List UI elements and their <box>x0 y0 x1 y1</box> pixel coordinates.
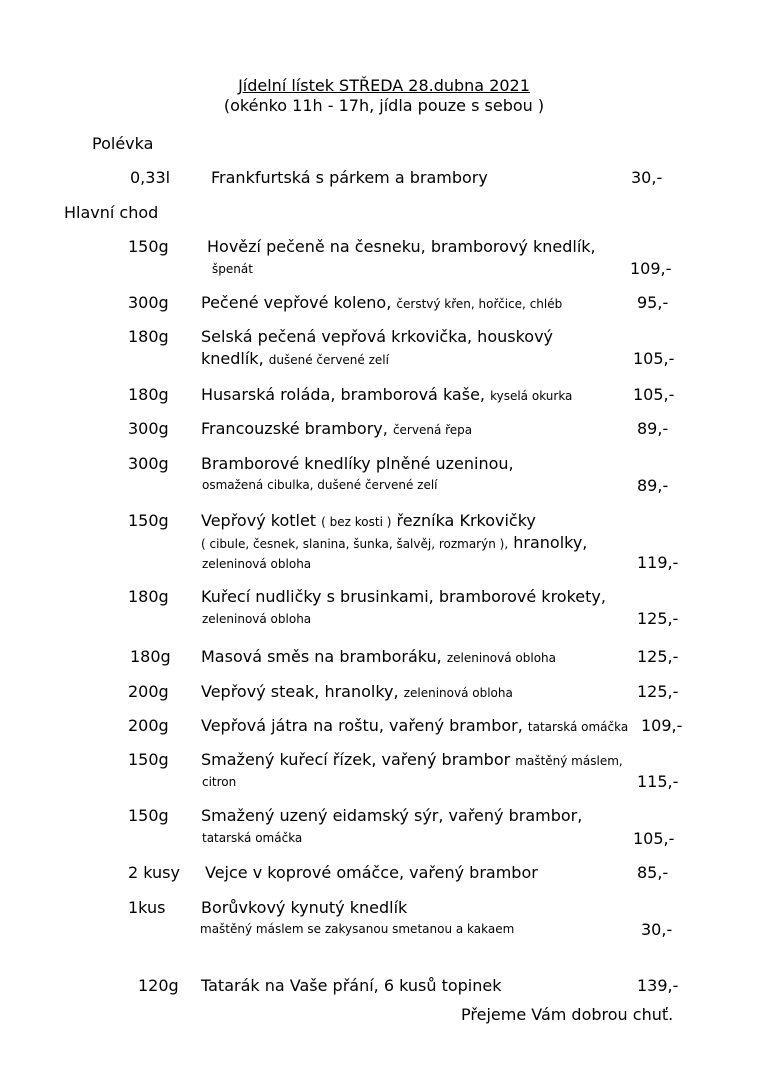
item-name <box>201 682 513 701</box>
item-quantity: 300g <box>128 293 169 312</box>
item-name <box>201 419 472 438</box>
item-quantity: 1kus <box>128 898 166 917</box>
item-quantity: 200g <box>128 682 169 701</box>
item-side: červená řepa <box>392 423 473 437</box>
item-name: Bramborové knedlíky plněné uzeninou, <box>201 454 514 473</box>
item-quantity: 150g <box>128 237 169 256</box>
section-main-heading: Hlavní chod <box>64 203 159 222</box>
item-quantity: 200g <box>128 716 169 735</box>
item-quantity: 150g <box>128 750 169 769</box>
item-name <box>201 716 628 735</box>
item-price: 105,- <box>633 829 675 848</box>
item-name: Hovězí pečeně na česneku, bramborový knedlík, <box>207 237 596 256</box>
item-quantity: 300g <box>128 419 169 438</box>
item-name-main: Vepřový kotlet <box>201 511 317 530</box>
item-price: 30,- <box>641 920 673 939</box>
item-price: 30,- <box>631 168 663 187</box>
item-name <box>201 511 536 530</box>
item-name-line2 <box>201 533 587 552</box>
item-price: 109,- <box>630 259 672 278</box>
item-name: Frankfurtská s párkem a brambory <box>211 168 488 187</box>
item-name <box>201 750 623 769</box>
item-price: 85,- <box>637 863 669 882</box>
item-side: tatarská omáčka <box>202 831 303 845</box>
item-name: Vejce v koprové omáčce, vařený brambor <box>205 863 538 882</box>
item-quantity: 120g <box>138 976 179 995</box>
item-name-main: Husarská roláda, bramborová kaše, <box>201 385 485 404</box>
item-price: 119,- <box>637 553 679 572</box>
item-quantity: 180g <box>128 385 169 404</box>
item-quantity: 150g <box>128 806 169 825</box>
item-quantity: 180g <box>130 647 171 666</box>
item-quantity: 180g <box>128 587 169 606</box>
item-name: Borůvkový kynutý knedlík <box>201 898 408 917</box>
item-quantity: 150g <box>128 511 169 530</box>
item-side: maštěný máslem se zakysanou smetanou a kakaem <box>200 922 515 936</box>
item-name: Smažený uzený eidamský sýr, vařený brambor, <box>201 806 583 825</box>
item-side: dušené červené zelí <box>268 353 389 367</box>
item-name-main: Francouzské brambory, <box>201 419 388 438</box>
item-price: 125,- <box>637 609 679 628</box>
item-price: 105,- <box>633 349 675 368</box>
item-side: tatarská omáčka <box>527 720 629 734</box>
item-name-continued: knedlík, <box>201 349 264 368</box>
item-side: zeleninová obloha <box>202 557 312 571</box>
item-name-main: Pečené vepřové koleno, <box>201 293 392 312</box>
item-price: 105,- <box>633 385 675 404</box>
item-side: zeleninová obloha <box>403 686 513 700</box>
item-name-main: Vepřový steak, hranolky, <box>201 682 399 701</box>
item-name-main: Smažený kuřecí řízek, vařený brambor <box>201 750 511 769</box>
item-quantity: 0,33l <box>130 168 171 187</box>
item-side: kyselá okurka <box>490 389 573 403</box>
item-name-continued: hranolky, <box>513 533 588 552</box>
item-name-main: Masová směs na bramboráku, <box>201 647 442 666</box>
item-side: citron <box>202 775 237 789</box>
item-price: 115,- <box>637 772 679 791</box>
item-price: 89,- <box>637 476 669 495</box>
item-price: 109,- <box>641 716 683 735</box>
item-side: maštěný máslem, <box>515 754 623 768</box>
item-side: zeleninová obloha <box>446 651 557 665</box>
item-side: ( cibule, česnek, slanina, šunka, šalvěj, rozmarýn ), <box>201 537 509 551</box>
menu-subtitle: (okénko 11h - 17h, jídla pouze s sebou ) <box>223 96 545 115</box>
menu-title: Jídelní lístek STŘEDA 28.dubna 2021 <box>238 76 530 95</box>
item-name <box>201 647 556 666</box>
item-side: ( bez kosti ) <box>321 515 392 529</box>
item-quantity: 2 kusy <box>128 863 180 882</box>
item-name-main: Vepřová játra na roštu, vařený brambor, <box>201 716 523 735</box>
item-side: čerstvý křen, hořčice, chléb <box>396 297 563 311</box>
item-price: 89,- <box>637 419 669 438</box>
item-name <box>201 293 562 312</box>
item-side: osmažená cibulka, dušené červené zelí <box>202 478 438 492</box>
closing-wish: Přejeme Vám dobrou chuť. <box>461 1005 674 1024</box>
item-quantity: 300g <box>128 454 169 473</box>
section-soup-heading: Polévka <box>92 134 154 153</box>
item-quantity: 180g <box>128 327 169 346</box>
item-price: 125,- <box>637 682 679 701</box>
item-name: Tatarák na Vaše přání, 6 kusů topinek <box>201 976 502 995</box>
item-price: 95,- <box>637 293 669 312</box>
item-name-line2 <box>201 349 389 368</box>
item-side: zeleninová obloha <box>202 612 312 626</box>
item-name <box>201 385 572 404</box>
item-name-continued: řezníka Krkovičky <box>396 511 536 530</box>
item-price: 139,- <box>637 976 679 995</box>
item-name: Kuřecí nudličky s brusinkami, bramborové krokety, <box>201 587 606 606</box>
item-side: špenát <box>212 262 253 276</box>
item-price: 125,- <box>637 647 679 666</box>
item-name: Selská pečená vepřová krkovička, houskový <box>201 327 553 346</box>
